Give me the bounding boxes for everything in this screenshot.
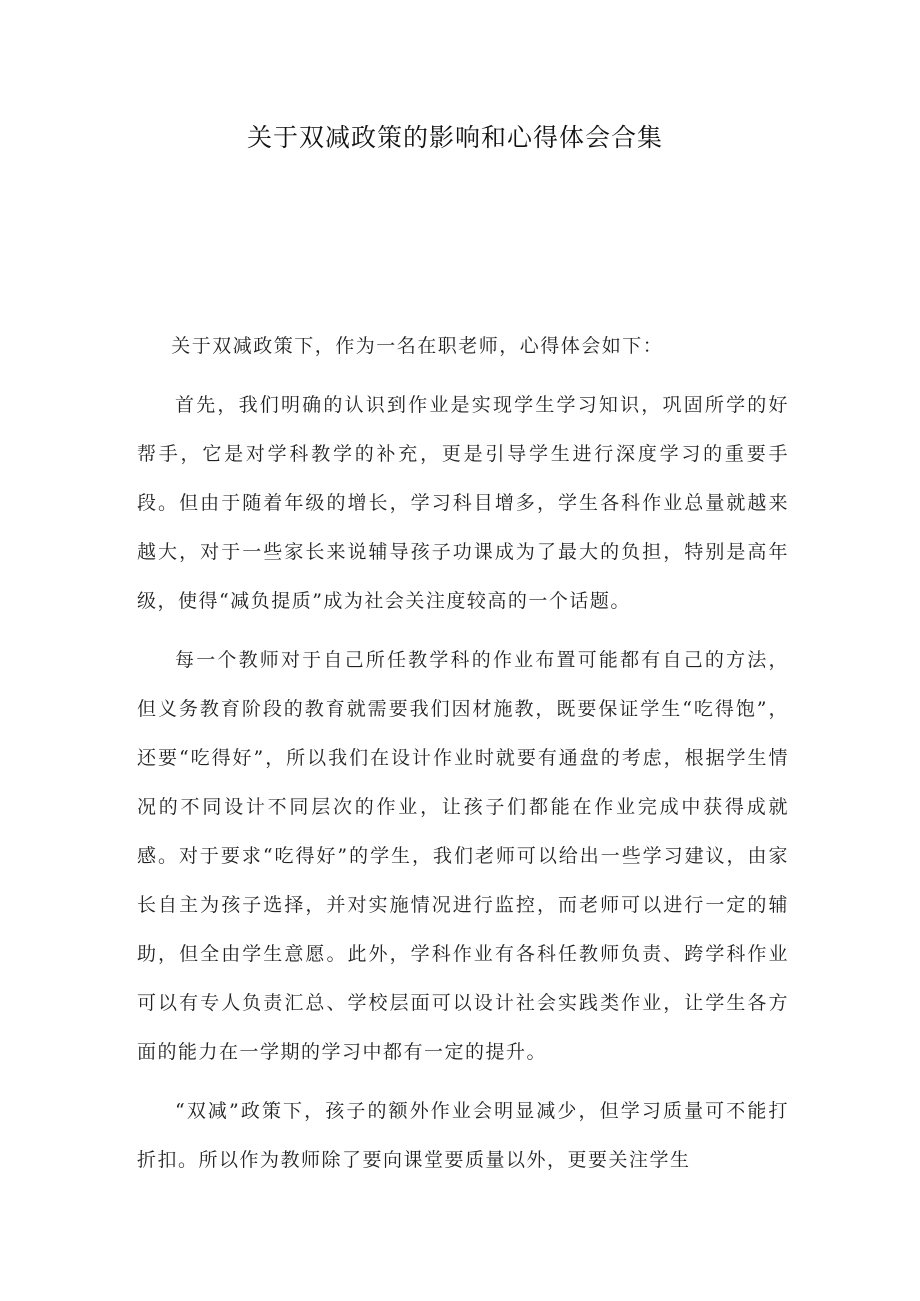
document-body bbox=[137, 322, 789, 1185]
document-title: 关于双减政策的影响和心得体会合集 bbox=[246, 123, 663, 152]
paragraph-intro: 关于双减政策下，作为一名在职老师，心得体会如下： bbox=[171, 335, 664, 357]
paragraph-third: “双减”政策下，孩子的额外作业会明显减少，但学习质量可不能打折扣。所以作为教师除了要向课堂要质量以外，更要关注学生 bbox=[137, 1100, 789, 1171]
paragraph-first: 首先，我们明确的认识到作业是实现学生学习知识，巩固所学的好帮手，它是对学科教学的补充，更是引导学生进行深度学习的重要手段。但由于随着年级的增长，学习科目增多，学生各科作业总量就越来越大，对于一些家长来说辅导孩子功课成为了最大的负担，特别是高年级，使得“减负提质”成为社会关注度较高的一个话题。 bbox=[137, 394, 789, 612]
paragraph-second: 每一个教师对于自己所任教学科的作业布置可能都有自己的方法，但义务教育阶段的教育就需要我们因材施教，既要保证学生“吃得饱”，还要“吃得好”，所以我们在设计作业时就要有通盘的考虑，根据学生情况的不同设计不同层次的作业，让孩子们都能在作业完成中获得成就感。对于要求“吃得好”的学生，我们老师可以给出一些学习建议，由家长自主为孩子选择，并对实施情况进行监控，而老师可以进行一定的辅助，但全由学生意愿。此外，学科作业有各科任教师负责、跨学科作业可以有专人负责汇总、学校层面可以设计社会实践类作业，让学生各方面的能力在一学期的学习中都有一定的提升。 bbox=[137, 649, 789, 1063]
